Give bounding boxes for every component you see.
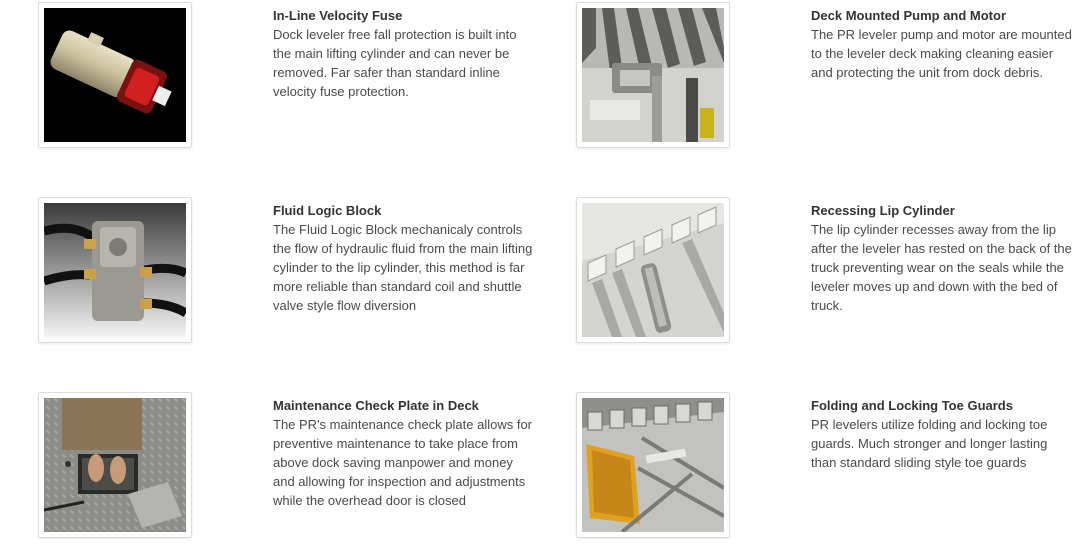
feature-pump-motor [576, 2, 1073, 162]
feature-title: Recessing Lip Cylinder [811, 203, 955, 218]
lip-cylinder-image[interactable] [576, 197, 730, 343]
feature-description: The PR's maintenance check plate allows for preventive maintenance to take place from above dock saving manpower and money and allowing for inspection and adjustments while the overhead door is closed [273, 417, 532, 508]
velocity-fuse-cylinder-photo [44, 8, 186, 142]
feature-title: Deck Mounted Pump and Motor [811, 8, 1006, 23]
feature-description: PR levelers utilize folding and locking toe guards. Much stronger and longer lasting than standard sliding style toe guards [811, 417, 1048, 470]
toe-guards-photo [582, 398, 724, 532]
feature-title: Maintenance Check Plate in Deck [273, 398, 479, 413]
check-plate-photo [44, 398, 186, 532]
feature-title: Folding and Locking Toe Guards [811, 398, 1013, 413]
feature-text [273, 396, 535, 510]
fluid-logic-block-photo [44, 203, 186, 337]
feature-description: The lip cylinder recesses away from the lip after the leveler has rested on the back of the truck preventing wear on the seals while the leveler moves up and down with the bed of truck. [811, 222, 1072, 313]
feature-text [811, 396, 1073, 472]
velocity-fuse-image[interactable] [38, 2, 192, 148]
feature-text [273, 201, 535, 315]
check-plate-image[interactable] [38, 392, 192, 538]
feature-title: Fluid Logic Block [273, 203, 382, 218]
feature-text [273, 6, 535, 101]
feature-description: The PR leveler pump and motor are mounted to the leveler deck making cleaning easier and protecting the unit from dock debris. [811, 27, 1072, 80]
feature-text [811, 6, 1073, 82]
lip-cylinder-photo [582, 203, 724, 337]
feature-recessing-lip-cylinder [576, 197, 1073, 357]
fluid-logic-block-image[interactable] [38, 197, 192, 343]
toe-guards-image[interactable] [576, 392, 730, 538]
feature-velocity-fuse [38, 2, 538, 162]
pump-motor-image[interactable] [576, 2, 730, 148]
feature-toe-guards [576, 392, 1073, 552]
feature-description: The Fluid Logic Block mechanicaly controls the flow of hydraulic fluid from the main lifting cylinder to the lip cylinder, this method is far more reliable than standard coil and shuttle valve style flow diversion [273, 222, 533, 313]
feature-fluid-logic-block [38, 197, 538, 357]
feature-description: Dock leveler free fall protection is built into the main lifting cylinder and can never be removed. Far safer than standard inline velocity fuse protection. [273, 27, 517, 99]
feature-text [811, 201, 1073, 315]
pump-motor-photo [582, 8, 724, 142]
feature-maintenance-check-plate [38, 392, 538, 552]
feature-title: In-Line Velocity Fuse [273, 8, 403, 23]
